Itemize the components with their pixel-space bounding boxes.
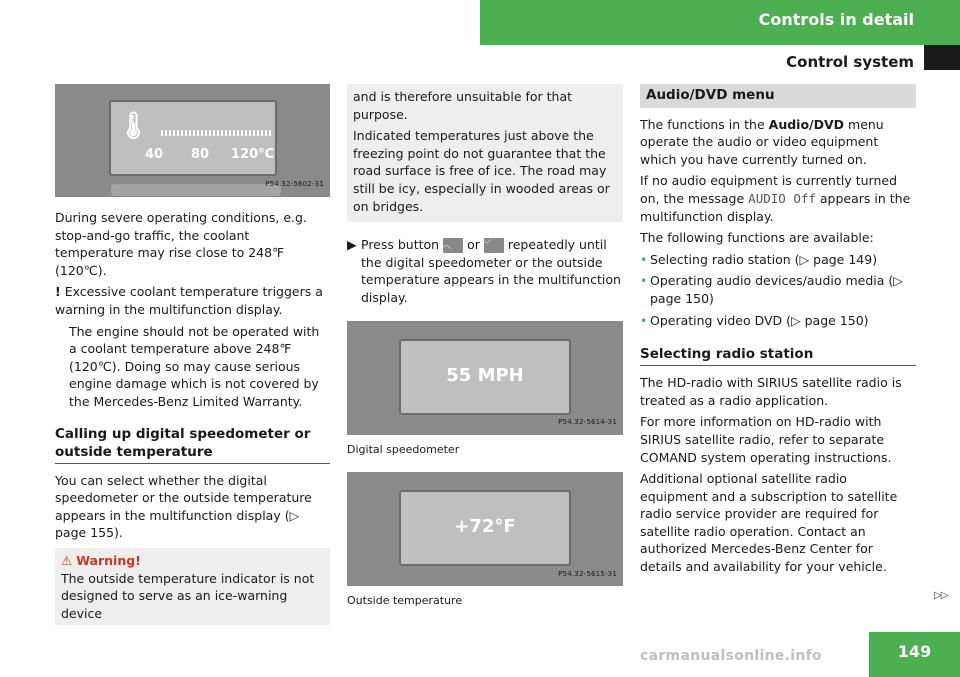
coolant-bar-scale [161,130,273,136]
paragraph-select-text: You can select whether the digital speedometer or the outside temperature appears in the multifunction display [55,472,312,523]
speed-display [399,339,571,415]
warning-header [61,552,324,570]
button-down-icon: ﹀ [484,238,504,253]
warning-cont-1: and is therefore unsuitable for that purpose. [353,89,573,122]
column-left [55,84,330,625]
lower-display-edge [111,184,281,196]
warning-title: Warning! [76,552,141,568]
button-up-icon: ︿ [443,238,463,253]
photo-code: P54.32-5614-31 [558,417,617,426]
column-middle [347,84,623,624]
bullet-item: • Selecting radio station (▷ page 149) [640,251,916,269]
p1-bold: Audio/DVD [768,116,845,132]
section-title: Controls in detail [758,10,914,29]
temperature-photo [347,472,623,586]
notice-text-2: The engine should not be operated with a coolant temperature above 248℉ (120℃). Doing so may cause serious engine damage which is not covered by the Mercedes-Benz Limited Warranty. [69,323,320,409]
step-prefix: Press button [361,237,440,253]
p1-b: menu operate the audio or video equipment which you have currently turned on. [640,116,884,167]
warning-continuation-box [347,84,623,222]
p1-a: The functions in the [640,116,765,132]
notice-1 [55,283,330,318]
coolant-display [109,100,277,176]
audio-off-message: AUDIO Off [748,190,816,206]
notice-icon: ! [55,284,61,300]
paragraph-audio-3: The following functions are available: [640,230,874,246]
paragraph-radio-3: Additional optional satellite radio equipment and a subscription to satellite radio service provider are required for satellite radio operation. Contact an authorized Mercedes-Benz Center for details and availability for your vehicle. [640,471,898,575]
warning-cont-2: Indicated temperatures just above the freezing point do not guarantee that the road surface is free of ice. The road may still be icy, especially in wooded areas or on bridges. [353,128,610,214]
bullet-item: • Operating video DVD (▷ page 150) [640,312,916,330]
coolant-label-80: 80 [191,147,210,162]
paragraph-radio-2: For more information on HD-radio with SIRIUS satellite radio, refer to separate COMAND system operating instructions. [640,414,892,465]
warning-text: The outside temperature indicator is not designed to serve as an ice-warning device [61,570,315,621]
paragraph-audio-1 [640,116,916,169]
column-right [640,84,916,580]
paragraph-coolant: During severe operating conditions, e.g. stop-and-go traffic, the coolant temperature may rise close to 248℉ (120℃). [55,210,307,278]
step-or: or [467,237,480,253]
page-number: 149 [869,632,960,677]
header-tab-marker [924,45,960,70]
heading-speedometer: Calling up digital speedometer or outside temperature [55,425,330,464]
step-suffix: repeatedly until the digital speedometer or the outside temperature appears in the multifunction display. [361,237,621,305]
notice-text-1: Excessive coolant temperature triggers a warning in the multifunction display. [55,284,323,317]
thermometer-icon: 🌡 [117,111,151,141]
paragraph-radio-1: The HD-radio with SIRIUS satellite radio is treated as a radio application. [640,375,902,408]
temp-value: +72°F [454,516,516,538]
caption-temperature: Outside temperature [347,594,463,608]
warning-triangle-icon: ⚠ [61,552,73,568]
continue-arrow-icon: ▷▷ [934,590,948,601]
step-arrow-icon: ▶ [347,237,357,253]
photo-code: P54.32-5615-31 [558,569,617,578]
speed-value: 55 MPH [446,364,524,386]
warning-box [55,548,330,625]
speedometer-photo [347,321,623,435]
coolant-label-40: 40 [145,147,164,162]
watermark: carmanualsonline.info [640,648,822,664]
heading-radio: Selecting radio station [640,345,916,366]
step-instruction [347,236,623,306]
coolant-label-120: 120°C [231,147,275,162]
paragraph-audio-2 [640,172,916,225]
page-ref-link[interactable]: (▷ page 155). [55,507,300,541]
p2-b: appears in the multifunction display. [640,190,911,224]
audio-dvd-section-bar: Audio/DVD menu [640,84,916,108]
p2-a: If no audio equipment is currently turned on, the message [640,173,898,206]
bullet-item: • Operating audio devices/audio media (▷ page 150) [640,272,916,307]
temp-display [399,490,571,566]
paragraph-select [55,472,330,542]
subsection-title: Control system [786,53,914,71]
coolant-gauge-photo [55,84,330,197]
caption-speedometer: Digital speedometer [347,442,460,456]
photo-code: P54.32-5602-31 [265,180,324,189]
